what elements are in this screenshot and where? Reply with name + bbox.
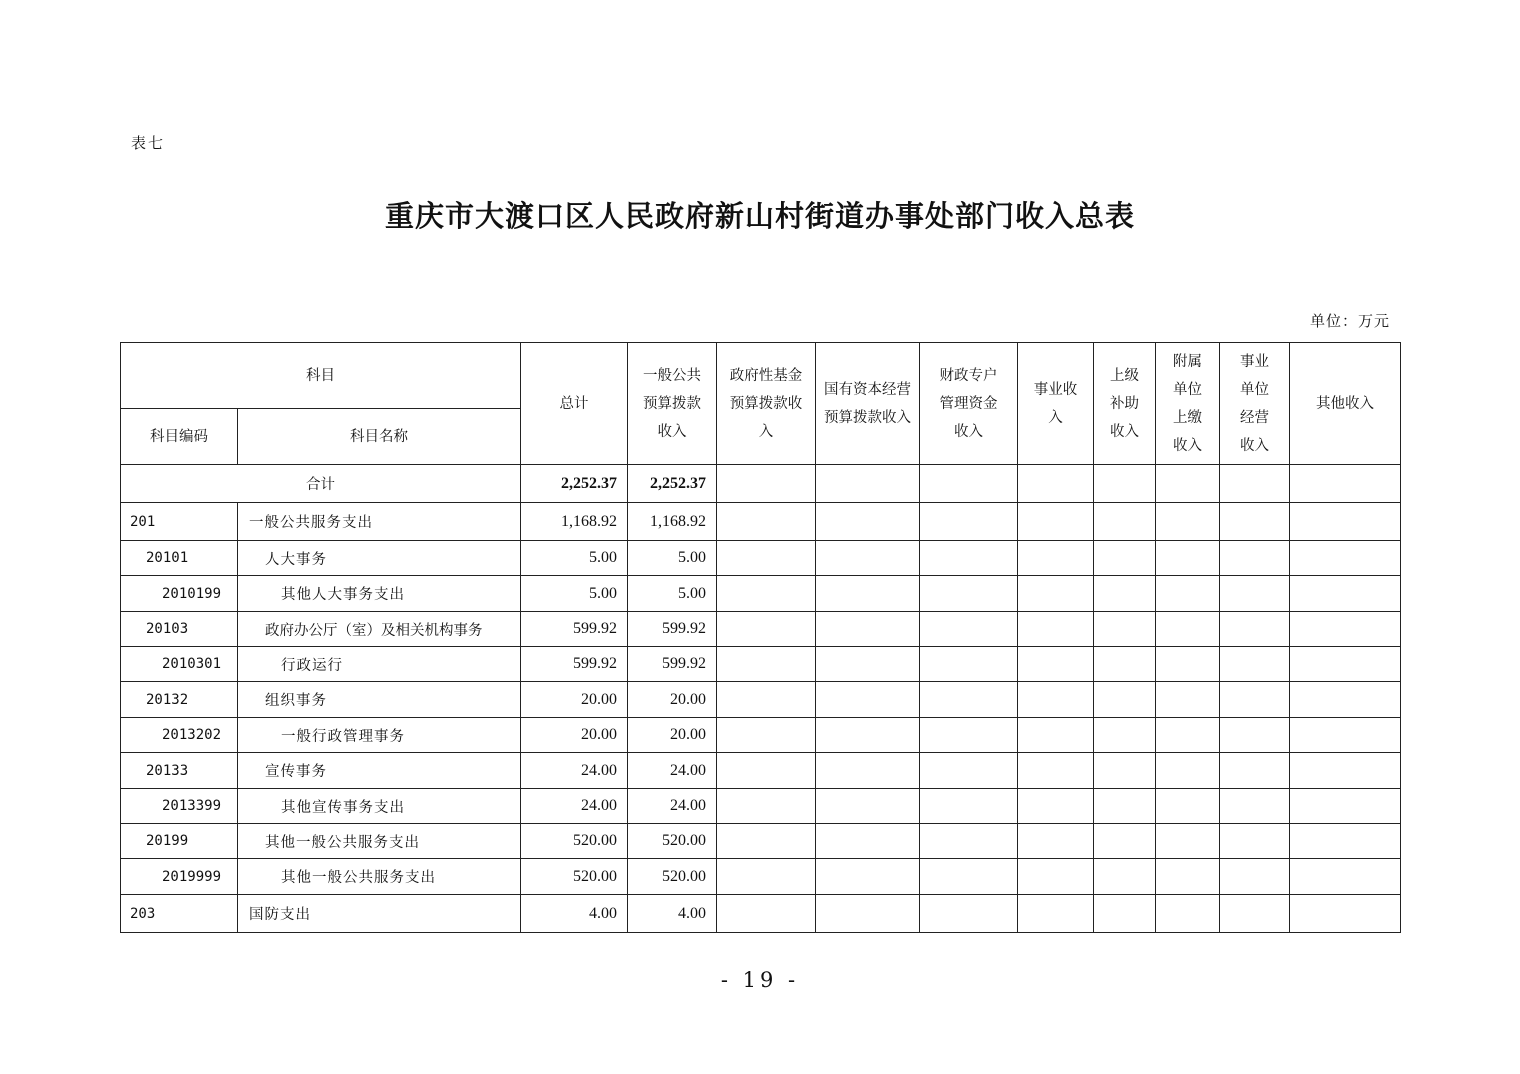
table-row xyxy=(121,503,1401,541)
table-row xyxy=(121,647,1401,682)
row-name: 行政运行 xyxy=(238,647,521,682)
header-state-capital: 国有资本经营预算拨款收入 xyxy=(816,343,920,465)
row-general-budget: 520.00 xyxy=(628,859,717,895)
row-total: 520.00 xyxy=(521,859,628,895)
header-fiscal-special: 财政专户管理资金收入 xyxy=(920,343,1018,465)
page-number: - 19 - xyxy=(720,968,800,992)
table-row xyxy=(121,718,1401,753)
row-general-budget: 520.00 xyxy=(628,824,717,859)
row-code: 2010301 xyxy=(121,647,238,682)
table-row xyxy=(121,612,1401,647)
row-name: 其他宣传事务支出 xyxy=(238,789,521,824)
row-code: 20199 xyxy=(121,824,238,859)
header-affiliated-remit: 附属单位上缴收入 xyxy=(1156,343,1220,465)
table-row xyxy=(121,682,1401,718)
row-code: 2013399 xyxy=(121,789,238,824)
row-name: 其他一般公共服务支出 xyxy=(238,859,521,895)
row-general-budget: 24.00 xyxy=(628,753,717,789)
header-business-operating: 事业单位经营收入 xyxy=(1220,343,1290,465)
row-total: 4.00 xyxy=(521,895,628,933)
table-row xyxy=(121,541,1401,576)
header-subject-code: 科目编码 xyxy=(121,409,238,465)
row-total: 599.92 xyxy=(521,647,628,682)
header-subject: 科目 xyxy=(121,343,521,409)
unit-note: 单位：万元 xyxy=(1309,312,1390,330)
income-summary-table xyxy=(120,342,1401,933)
row-general-budget: 599.92 xyxy=(628,612,717,647)
header-total: 总计 xyxy=(521,343,628,465)
row-code: 2010199 xyxy=(121,576,238,612)
row-general-budget: 4.00 xyxy=(628,895,717,933)
row-general-budget: 5.00 xyxy=(628,541,717,576)
row-general-budget: 1,168.92 xyxy=(628,503,717,541)
row-name: 国防支出 xyxy=(238,895,521,933)
row-total: 520.00 xyxy=(521,824,628,859)
header-business-income: 事业收入 xyxy=(1018,343,1094,465)
header-general-budget: 一般公共预算拨款收入 xyxy=(628,343,717,465)
total-label: 合计 xyxy=(121,465,521,503)
table-row xyxy=(121,895,1401,933)
row-code: 20103 xyxy=(121,612,238,647)
row-code: 20132 xyxy=(121,682,238,718)
row-code: 20133 xyxy=(121,753,238,789)
row-code: 2019999 xyxy=(121,859,238,895)
row-total: 20.00 xyxy=(521,718,628,753)
row-total: 24.00 xyxy=(521,753,628,789)
row-general-budget: 20.00 xyxy=(628,718,717,753)
total-amount: 2,252.37 xyxy=(521,465,628,503)
document-title: 重庆市大渡口区人民政府新山村街道办事处部门收入总表 xyxy=(384,199,1135,233)
header-other-income: 其他收入 xyxy=(1290,343,1401,465)
row-total: 24.00 xyxy=(521,789,628,824)
row-total: 5.00 xyxy=(521,541,628,576)
row-total: 1,168.92 xyxy=(521,503,628,541)
row-general-budget: 20.00 xyxy=(628,682,717,718)
row-total: 599.92 xyxy=(521,612,628,647)
total-general-budget: 2,252.37 xyxy=(628,465,717,503)
row-general-budget: 5.00 xyxy=(628,576,717,612)
row-code: 203 xyxy=(121,895,238,933)
row-name: 宣传事务 xyxy=(238,753,521,789)
row-code: 2013202 xyxy=(121,718,238,753)
header-gov-fund: 政府性基金预算拨款收入 xyxy=(717,343,816,465)
header-superior-subsidy: 上级补助收入 xyxy=(1094,343,1156,465)
row-code: 20101 xyxy=(121,541,238,576)
row-name: 一般行政管理事务 xyxy=(238,718,521,753)
row-general-budget: 599.92 xyxy=(628,647,717,682)
row-total: 5.00 xyxy=(521,576,628,612)
row-name: 政府办公厅（室）及相关机构事务 xyxy=(238,612,521,647)
table-row xyxy=(121,859,1401,895)
table-row xyxy=(121,824,1401,859)
total-row xyxy=(121,465,1401,503)
row-name: 其他一般公共服务支出 xyxy=(238,824,521,859)
table-row xyxy=(121,789,1401,824)
header-subject-name: 科目名称 xyxy=(238,409,521,465)
table-row xyxy=(121,576,1401,612)
row-name: 其他人大事务支出 xyxy=(238,576,521,612)
row-name: 人大事务 xyxy=(238,541,521,576)
row-name: 一般公共服务支出 xyxy=(238,503,521,541)
row-total: 20.00 xyxy=(521,682,628,718)
row-code: 201 xyxy=(121,503,238,541)
table-label: 表七 xyxy=(131,134,166,152)
row-name: 组织事务 xyxy=(238,682,521,718)
table-row xyxy=(121,753,1401,789)
row-general-budget: 24.00 xyxy=(628,789,717,824)
